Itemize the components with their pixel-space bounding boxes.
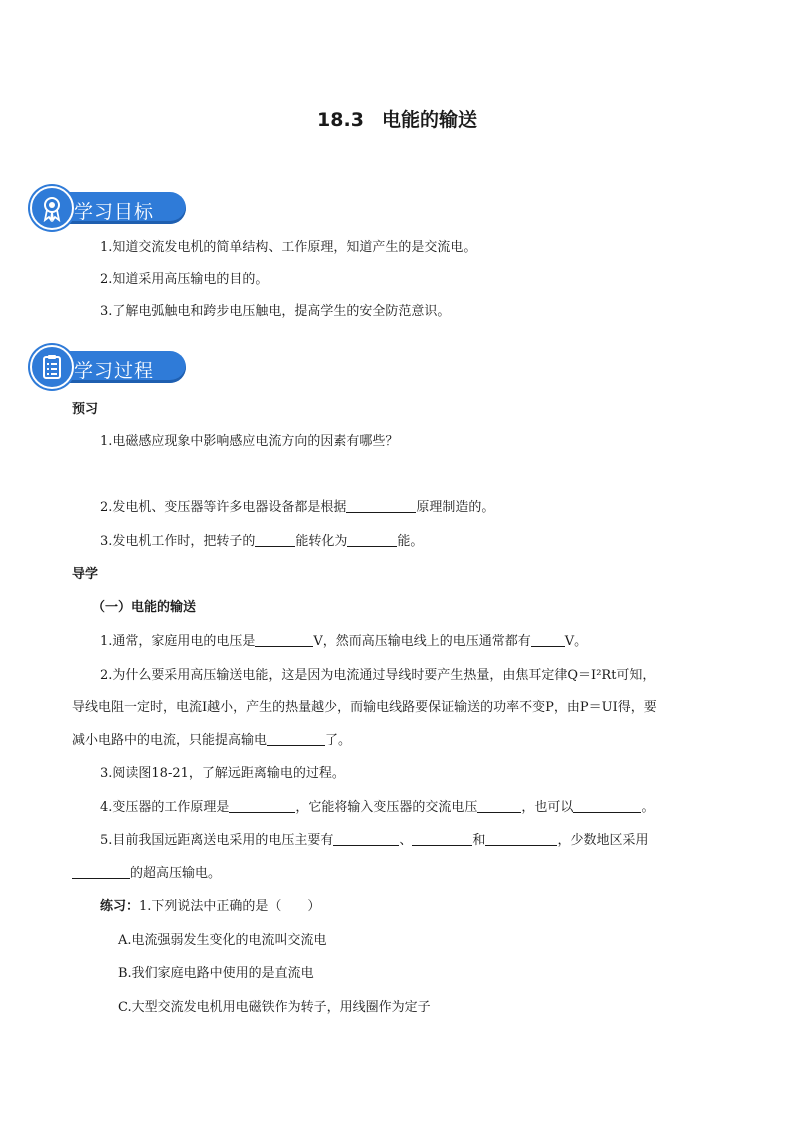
guide-item-5-line-2: 的超高压输电。 xyxy=(72,864,221,884)
guide-item-3: 3.阅读图18-21，了解远距离输电的过程。 xyxy=(100,766,345,781)
answer-blank[interactable] xyxy=(255,532,295,547)
answer-blank[interactable] xyxy=(412,831,472,846)
answer-blank[interactable] xyxy=(573,798,641,813)
objective-2: 2.知道采用高压输电的目的。 xyxy=(100,272,269,287)
answer-blank[interactable] xyxy=(485,831,557,846)
preview-question-1: 1.电磁感应现象中影响感应电流方向的因素有哪些？ xyxy=(100,434,399,449)
guide-item-2-line-2: 导线电阻一定时，电流I越小，产生的热量越少，而输电线路要保证输送的功率不变P，由P＝UI得，要 xyxy=(72,700,657,715)
answer-blank[interactable] xyxy=(347,532,397,547)
process-banner xyxy=(30,345,186,389)
answer-blank[interactable] xyxy=(267,731,325,746)
clipboard-checklist-icon xyxy=(30,345,74,389)
guide-subheading: （一）电能的输送 xyxy=(92,600,197,615)
practice-option-b[interactable]: B.我们家庭电路中使用的是直流电 xyxy=(118,966,314,981)
answer-blank[interactable] xyxy=(229,798,295,813)
guide-item-1: 1.通常，家庭用电的电压是 V，然而高压输电线上的电压通常都有 V。 xyxy=(100,634,588,649)
lesson-title: 电能的输送 xyxy=(381,109,477,131)
answer-blank[interactable] xyxy=(531,632,565,647)
banner-label-objectives: 学习目标 xyxy=(74,201,155,223)
practice-option-c[interactable]: C.大型交流发电机用电磁铁作为转子，用线圈作为定子 xyxy=(118,1000,431,1015)
guide-item-4: 4.变压器的工作原理是 ，它能将输入变压器的交流电压 ，也可以 。 xyxy=(100,800,655,815)
answer-blank[interactable] xyxy=(72,864,130,879)
answer-blank[interactable] xyxy=(333,831,399,846)
preview-question-3: 3.发电机工作时，把转子的 能转化为 能。 xyxy=(100,534,424,549)
page-title xyxy=(0,105,794,132)
lesson-number: 18.3 xyxy=(317,109,364,131)
answer-blank[interactable] xyxy=(346,498,416,513)
guide-heading: 导学 xyxy=(72,567,99,582)
objective-3: 3.了解电弧触电和跨步电压触电，提高学生的安全防范意识。 xyxy=(100,304,451,319)
award-ribbon-icon xyxy=(30,186,74,230)
practice-option-a[interactable]: A.电流强弱发生变化的电流叫交流电 xyxy=(118,933,327,948)
answer-blank[interactable] xyxy=(477,798,521,813)
guide-item-2-line-3: 减小电路中的电流，只能提高输电 了。 xyxy=(72,733,352,748)
guide-item-2-line-1: 2.为什么要采用高压输送电能，这是因为电流通过导线时要产生热量，由焦耳定律Q＝I²Rt可知， xyxy=(100,668,656,683)
guide-item-5-line-1: 5.目前我国远距离送电采用的电压主要有 、 和 ，少数地区采用 xyxy=(100,833,649,848)
objective-1: 1.知道交流发电机的简单结构、工作原理，知道产生的是交流电。 xyxy=(100,240,477,255)
objectives-banner xyxy=(30,186,186,230)
banner-label-process: 学习过程 xyxy=(74,360,155,382)
preview-heading: 预习 xyxy=(72,402,99,417)
answer-blank[interactable] xyxy=(255,632,313,647)
preview-question-2: 2.发电机、变压器等许多电器设备都是根据 原理制造的。 xyxy=(100,500,495,515)
practice-question-1: 练习：1.下列说法中正确的是（ ） xyxy=(100,899,321,914)
